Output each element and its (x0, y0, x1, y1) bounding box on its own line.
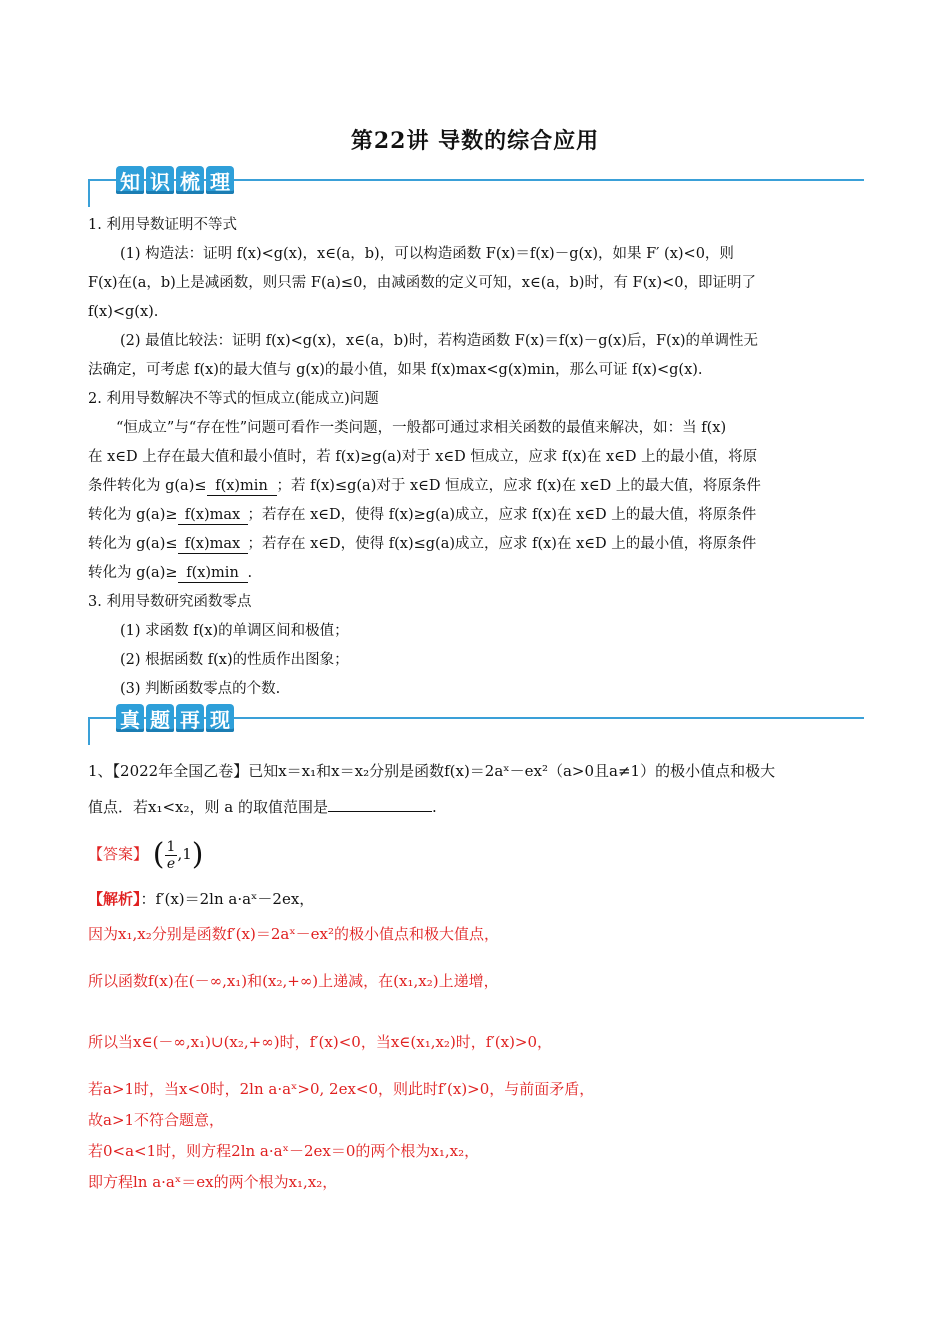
answer-blank (328, 795, 432, 812)
paragraph (88, 472, 864, 501)
fraction (165, 839, 178, 872)
heading-1: 1. 利用导数证明不等式 (88, 217, 237, 233)
text: 转化为 g(a)≤ (88, 536, 178, 552)
analysis-line: 即方程ln a·aˣ＝ex的两个根为x₁,x₂， (88, 1173, 338, 1191)
fraction-denominator: e (166, 855, 176, 872)
banner-line (88, 179, 90, 207)
paragraph: F(x)在(a，b)上是减函数，则只需 F(a)≤0，由减函数的定义可知，x∈(a，b)时，有 F(x)<0，即证明了 (88, 275, 756, 291)
text: 转化为 g(a)≥ (88, 565, 178, 581)
text: . (432, 798, 437, 816)
analysis-line: 若0<a<1时，则方程2ln a·aˣ－2ex＝0的两个根为x₁,x₂， (88, 1142, 480, 1160)
analysis-line (88, 885, 864, 914)
paragraph (88, 559, 864, 588)
problem-statement: 1、【2022年全国乙卷】已知x＝x₁和x＝x₂分别是函数f(x)＝2aˣ－ex²（a>0且a≠1）的极小值点和极大 (88, 762, 776, 780)
banner-char: 真 (116, 704, 144, 732)
text: 条件转化为 g(a)≤ (88, 478, 207, 494)
fill-blank-answer: f(x)min (207, 477, 277, 496)
problem-content (88, 756, 864, 1197)
banner-char: 知 (116, 166, 144, 194)
paragraph (88, 501, 864, 530)
paren-left: ( (152, 837, 165, 872)
banner-char: 题 (146, 704, 174, 732)
fill-blank-answer: f(x)min (178, 564, 248, 583)
answer-line (88, 834, 864, 875)
banner-char: 梳 (176, 166, 204, 194)
text: 转化为 g(a)≥ (88, 507, 178, 523)
text: . (247, 565, 253, 581)
analysis-line: 因为x₁,x₂分别是函数f′(x)＝2aˣ－ex²的极小值点和极大值点， (88, 925, 500, 943)
analysis-line: 所以当x∈(－∞,x₁)∪(x₂,+∞)时，f′(x)<0，当x∈(x₁,x₂)时，f′(x)>0， (88, 1033, 553, 1051)
text: ；若存在 x∈D，使得 f(x)≥g(a)成立，应求 f(x)在 x∈D 上的最大值，将原条件 (247, 507, 757, 523)
fraction-numerator: 1 (166, 838, 176, 855)
banner-char: 再 (176, 704, 204, 732)
banner-title (116, 166, 234, 194)
text: ；若 f(x)≤g(a)对于 x∈D 恒成立，应求 f(x)在 x∈D 上的最大值，将原条件 (276, 478, 761, 494)
list-item: (3) 判断函数零点的个数. (120, 681, 281, 697)
banner-title (116, 704, 234, 732)
paragraph (88, 530, 864, 559)
list-item: (2) 根据函数 f(x)的性质作出图象； (120, 652, 349, 668)
analysis-formula: ：f′(x)＝2ln a·aˣ－2ex， (140, 890, 315, 908)
fill-blank-answer: f(x)max (178, 535, 248, 554)
knowledge-content (88, 211, 864, 704)
banner-char: 现 (206, 704, 234, 732)
analysis-line: 若a>1时，当x<0时，2ln a·aˣ>0, 2ex<0，则此时f′(x)>0，与前面矛盾， (88, 1080, 595, 1098)
analysis-line: 故a>1不符合题意， (88, 1111, 225, 1129)
banner-line (88, 717, 90, 745)
knowledge-section-banner (88, 166, 864, 208)
banner-char: 识 (146, 166, 174, 194)
page-title: 第22讲 导数的综合应用 (350, 128, 600, 154)
banner-char: 理 (206, 166, 234, 194)
problem-statement (88, 792, 864, 822)
text: ；若存在 x∈D，使得 f(x)≤g(a)成立，应求 f(x)在 x∈D 上的最小值，将原条件 (247, 536, 757, 552)
paragraph: 在 x∈D 上存在最大值和最小值时，若 f(x)≥g(a)对于 x∈D 恒成立，应求 f(x)在 x∈D 上的最小值，将原 (88, 449, 758, 465)
paragraph: “恒成立”与“存在性”问题可看作一类问题，一般都可通过求相关函数的最值来解决，如：当 f(x) (116, 420, 727, 436)
analysis-label: 【解析】 (88, 890, 141, 908)
text: 值点．若x₁<x₂，则 a 的取值范围是 (88, 798, 328, 816)
list-item: (1) 求函数 f(x)的单调区间和极值； (120, 623, 349, 639)
real-exam-section-banner (88, 704, 864, 746)
analysis-line: 所以函数f(x)在(－∞,x₁)和(x₂,+∞)上递减，在(x₁,x₂)上递增， (88, 972, 499, 990)
paragraph: (1) 构造法：证明 f(x)<g(x)，x∈(a，b)，可以构造函数 F(x)＝f(x)－g(x)，如果 F′ (x)<0，则 (120, 246, 734, 262)
paren-right: ) (191, 837, 204, 872)
paragraph: 法确定，可考虑 f(x)的最大值与 g(x)的最小值，如果 f(x)max<g(x)min，那么可证 f(x)<g(x). (88, 362, 703, 378)
paragraph: f(x)<g(x). (88, 304, 159, 320)
fill-blank-answer: f(x)max (178, 506, 248, 525)
paragraph: (2) 最值比较法：证明 f(x)<g(x)，x∈(a，b)时，若构造函数 F(x)＝f(x)－g(x)后，F(x)的单调性无 (120, 333, 759, 349)
heading-3: 3. 利用导数研究函数零点 (88, 594, 252, 610)
answer-tail: ,1 (177, 845, 192, 863)
heading-2: 2. 利用导数解决不等式的恒成立(能成立)问题 (88, 391, 379, 407)
answer-label: 【答案】 (88, 845, 149, 863)
